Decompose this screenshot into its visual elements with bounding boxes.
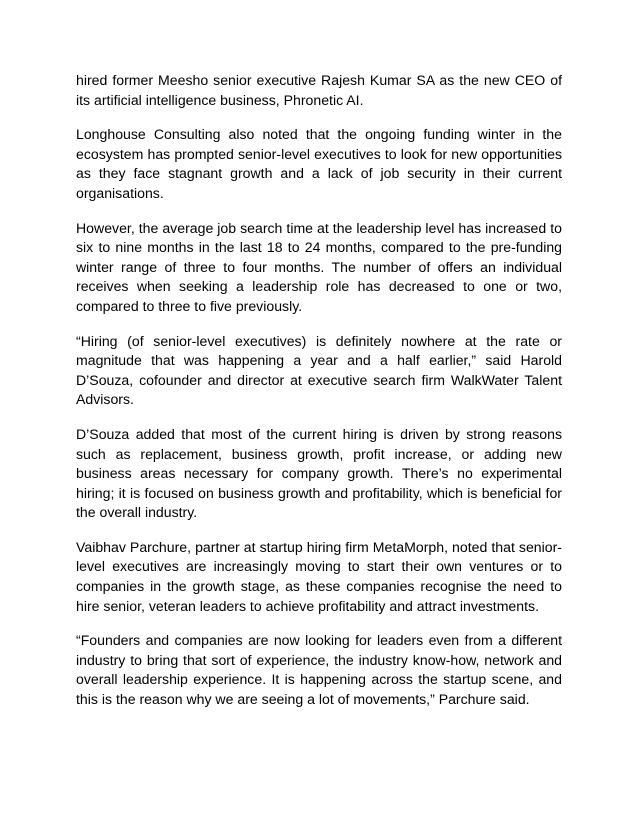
paragraph-hiring-drivers: D’Souza added that most of the current hiring is driven by strong reasons such as replacement, business growth, profit increase, or adding new business areas necessary for company growth. There’s no experimental hiring; it is focused on business growth and profitability, which is beneficial for the overall industry. (76, 425, 562, 521)
paragraph-dsouza-quote: “Hiring (of senior-level executives) is definitely nowhere at the rate or magnitude that was happening a year and a half earlier,” said Harold D’Souza, cofounder and director at executive search firm WalkWater Talent Advisors. (76, 332, 562, 408)
paragraph-job-search-time: However, the average job search time at the leadership level has increased to six to nine months in the last 18 to 24 months, compared to the pre-funding winter range of three to four months. The number of offers an individual receives when seeking a leadership role has decreased to one or two, compared to three to five previously. (76, 219, 562, 314)
paragraph-parchure-observation: Vaibhav Parchure, partner at startup hiring firm MetaMorph, noted that senior-level executives are increasingly moving to start their own ventures or to companies in the growth stage, as these companies recognise the need to hire senior, veteran leaders to achieve profitability and attract investments. (76, 538, 562, 614)
paragraph-funding-winter: Longhouse Consulting also noted that the ongoing funding winter in the ecosystem has prompted senior-level executives to look for new opportunities as they face stagnant growth and a lack of job security in their current organisations. (76, 126, 562, 201)
paragraph-parchure-quote: “Founders and companies are now looking for leaders even from a different industry to bring that sort of experience, the industry know-how, network and overall leadership experience. It is happening across the startup scene, and this is the reason why we are seeing a lot of movements,” Parchure said. (76, 632, 562, 708)
paragraph-ceo-appointment: hired former Meesho senior executive Rajesh Kumar SA as the new CEO of its artificial intelligence business, Phronetic AI. (76, 72, 562, 108)
document-page (76, 71, 562, 725)
